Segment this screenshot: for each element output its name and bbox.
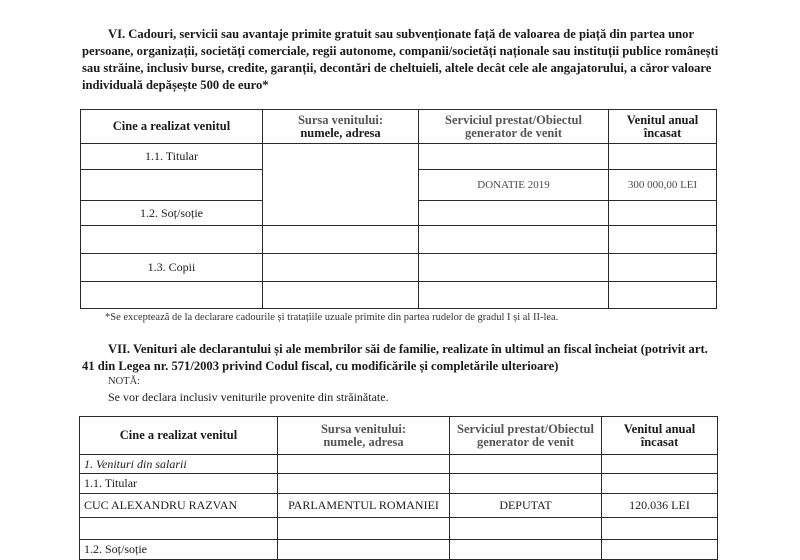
col-header-income: Venitul anual încasat bbox=[609, 110, 717, 144]
row-label-titular: 1.1. Titular bbox=[80, 474, 278, 494]
cell-empty bbox=[81, 226, 263, 254]
cell-empty bbox=[602, 518, 718, 540]
cell-salary-who: CUC ALEXANDRU RAZVAN bbox=[80, 494, 278, 518]
table-row bbox=[81, 282, 717, 309]
cell-empty bbox=[419, 201, 609, 226]
table-row bbox=[80, 518, 718, 540]
table-row bbox=[80, 455, 718, 474]
table-row bbox=[80, 474, 718, 494]
cell-donation-value: 300 000,00 LEI bbox=[609, 170, 717, 201]
cell-salary-service: DEPUTAT bbox=[450, 494, 602, 518]
cell-salary-income: 120.036 LEI bbox=[602, 494, 718, 518]
cell-empty bbox=[263, 282, 419, 309]
cell-empty bbox=[263, 226, 419, 254]
cell-empty bbox=[609, 226, 717, 254]
col-header-who: Cine a realizat venitul bbox=[80, 417, 278, 455]
table-row bbox=[80, 540, 718, 560]
cell-empty bbox=[609, 254, 717, 282]
income-table bbox=[79, 416, 718, 560]
cell-salary-source: PARLAMENTUL ROMANIEI bbox=[278, 494, 450, 518]
table-header-row bbox=[80, 417, 718, 455]
cell-empty bbox=[419, 254, 609, 282]
table-row bbox=[81, 226, 717, 254]
table-row bbox=[80, 494, 718, 518]
nota-text: Se vor declara inclusiv veniturile provenite din străinătate. bbox=[108, 390, 389, 404]
cell-empty bbox=[419, 226, 609, 254]
section-vii-heading: VII. Venituri ale declarantului și ale membrilor săi de familie, realizate în ultimul an fiscal încheiat (potrivit art. 41 din Legea nr. 571/2003 privind Codul fiscal, cu modificările și completările ulterioare) bbox=[82, 342, 708, 373]
table-header-row bbox=[81, 110, 717, 144]
cell-empty bbox=[278, 540, 450, 560]
cell-empty bbox=[278, 474, 450, 494]
row-label-sot-partial: 1.2. Soț/soție bbox=[80, 540, 278, 560]
col-header-source: Sursa venitului: numele, adresa bbox=[263, 110, 419, 144]
section-vi-heading: VI. Cadouri, servicii sau avantaje primite gratuit sau subvenționate față de valoarea de piață din partea unor persoane, organizații, societăți comerciale, regii autonome, companii/societăți naționale sau instituții publice românești sau străine, inclusiv burse, credite, garanții, decontări de cheltuieli, altele decât cele ale angajatorului, a căror valoare individuală depășește 500 de euro* bbox=[82, 27, 719, 92]
cell-empty bbox=[609, 201, 717, 226]
cell-source-merged bbox=[263, 144, 419, 226]
gifts-table bbox=[80, 109, 717, 309]
cell-empty bbox=[450, 540, 602, 560]
subsection-salaries: 1. Venituri din salarii bbox=[80, 455, 278, 474]
row-label-copii: 1.3. Copii bbox=[81, 254, 263, 282]
cell-empty bbox=[80, 518, 278, 540]
cell-empty bbox=[278, 455, 450, 474]
cell-empty bbox=[609, 282, 717, 309]
cell-donation-service: DONATIE 2019 bbox=[419, 170, 609, 201]
cell-empty bbox=[81, 170, 263, 201]
cell-empty bbox=[419, 144, 609, 170]
col-header-service: Serviciul prestat/Obiectul generator de venit bbox=[419, 110, 609, 144]
cell-empty bbox=[419, 282, 609, 309]
table-row bbox=[81, 144, 717, 170]
nota-label: NOTĂ: bbox=[108, 376, 141, 387]
cell-empty bbox=[450, 455, 602, 474]
cell-empty bbox=[263, 254, 419, 282]
col-header-income: Venitul anual încasat bbox=[602, 417, 718, 455]
cell-empty bbox=[609, 144, 717, 170]
cell-empty bbox=[278, 518, 450, 540]
gifts-footnote: *Se exceptează de la declarare cadourile și tratațiile uzuale primite din partea rudelor de gradul I și al II-lea. bbox=[105, 312, 559, 323]
cell-empty bbox=[602, 474, 718, 494]
cell-empty bbox=[81, 282, 263, 309]
cell-empty bbox=[450, 474, 602, 494]
cell-empty bbox=[450, 518, 602, 540]
col-header-who: Cine a realizat venitul bbox=[81, 110, 263, 144]
table-row bbox=[81, 254, 717, 282]
row-label-sot: 1.2. Soț/soție bbox=[81, 201, 263, 226]
row-label-titular: 1.1. Titular bbox=[81, 144, 263, 170]
col-header-service: Serviciul prestat/Obiectul generator de venit bbox=[450, 417, 602, 455]
col-header-source: Sursa venitului: numele, adresa bbox=[278, 417, 450, 455]
cell-empty bbox=[602, 455, 718, 474]
cell-empty bbox=[602, 540, 718, 560]
